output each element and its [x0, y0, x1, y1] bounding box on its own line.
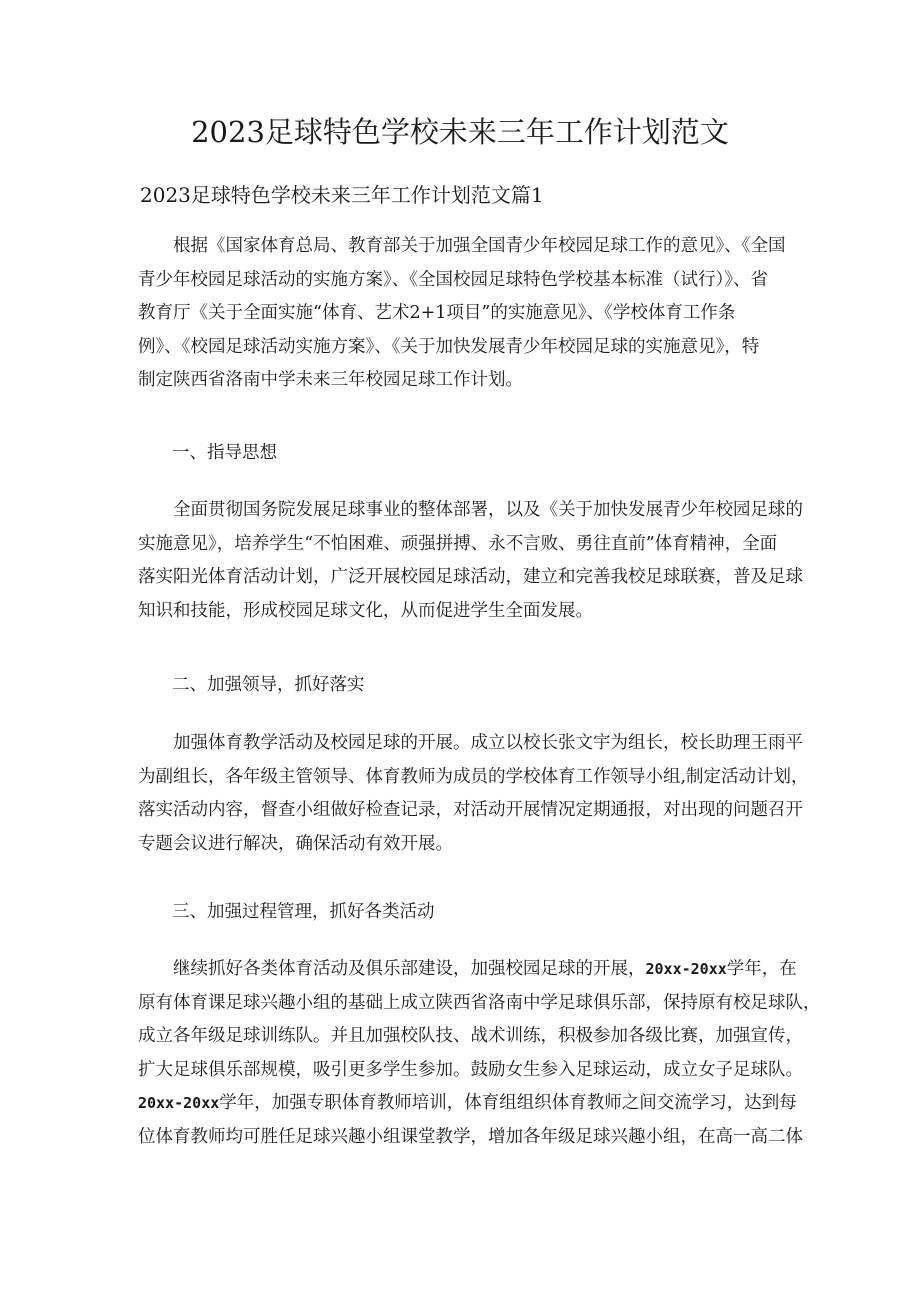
paragraph-line: 落实阳光体育活动计划，广泛开展校园足球活动，建立和完善我校足球联赛，普及足球	[138, 567, 803, 587]
paragraph-line: 专题会议进行解决，确保活动有效开展。	[138, 833, 453, 854]
section-heading-leadership: 二、加强领导，抓好落实	[172, 675, 365, 695]
intro-line: 例》、《校园足球活动实施方案》、《关于加快发展青少年校园足球的实施意见》，特	[138, 336, 760, 357]
section-heading-process-management: 三、加强过程管理，抓好各类活动	[172, 902, 435, 922]
intro-line: 根据《国家体育总局、教育部关于加强全国青少年校园足球工作的意见》、《全国	[173, 236, 786, 256]
paragraph-line: 扩大足球俱乐部规模，吸引更多学生参加。鼓励女生参入足球运动，成立女子足球队。	[138, 1059, 803, 1080]
paragraph-line	[138, 953, 797, 987]
line-text: 继续抓好各类体育活动及俱乐部建设，加强校园足球的开展，	[173, 959, 646, 979]
intro-line: 教育厅《关于全面实施“体育、艺术2+1项目”的实施意见》、《学校体育工作条	[138, 303, 736, 323]
paragraph-line: 原有体育课足球兴趣小组的基础上成立陕西省洛南中学足球俱乐部，保持原有校足球队，	[138, 992, 821, 1013]
line-text: 学年，加强专职体育教师培训，体育组组织体育教师之间交流学习，达到每	[219, 1093, 797, 1113]
intro-paragraph	[138, 230, 788, 398]
paragraph-line: 落实活动内容，督查小组做好检查记录，对活动开展情况定期通报，对出现的问题召开	[138, 800, 803, 820]
paragraph-line: 实施意见》，培养学生“不怕困难、顽强拼搏、永不言败、勇往直前”体育精神，全面	[138, 533, 778, 554]
paragraph-line: 位体育教师均可胜任足球兴趣小组课堂教学，增加各年级足球兴趣小组，在高一高二体	[138, 1126, 803, 1147]
paragraph-line: 全面贯彻国务院发展足球事业的整体部署，以及《关于加快发展青少年校园足球的	[173, 500, 803, 520]
intro-line: 制定陕西省洛南中学未来三年校园足球工作计划。	[138, 370, 523, 390]
paragraph-line: 加强体育教学活动及校园足球的开展。成立以校长张文宇为组长，校长助理王雨平	[173, 733, 803, 753]
section3-paragraph	[138, 953, 821, 1154]
line-text: 学年，在	[726, 959, 797, 979]
paragraph-line: 为副组长，各年级主管领导、体育教师为成员的学校体育工作领导小组,制定活动计划，	[138, 766, 809, 787]
document-title: 2023足球特色学校未来三年工作计划范文	[191, 115, 729, 149]
section2-paragraph	[138, 727, 809, 861]
section-heading-guiding-ideology: 一、指导思想	[172, 443, 277, 463]
section1-paragraph	[138, 494, 803, 628]
paragraph-line	[138, 1087, 797, 1121]
paragraph-line: 知识和技能，形成校园足球文化，从而促进学生全面发展。	[138, 600, 593, 621]
year-range: 20xx-20xx	[645, 960, 727, 978]
paragraph-line: 成立各年级足球训练队。并且加强校队技、战术训练，积极参加各级比赛，加强宣传，	[138, 1026, 803, 1046]
year-range: 20xx-20xx	[138, 1094, 220, 1112]
document-subtitle: 2023足球特色学校未来三年工作计划范文篇1	[140, 183, 544, 207]
intro-line: 青少年校园足球活动的实施方案》、《全国校园足球特色学校基本标准（试行）》、省	[138, 269, 768, 290]
